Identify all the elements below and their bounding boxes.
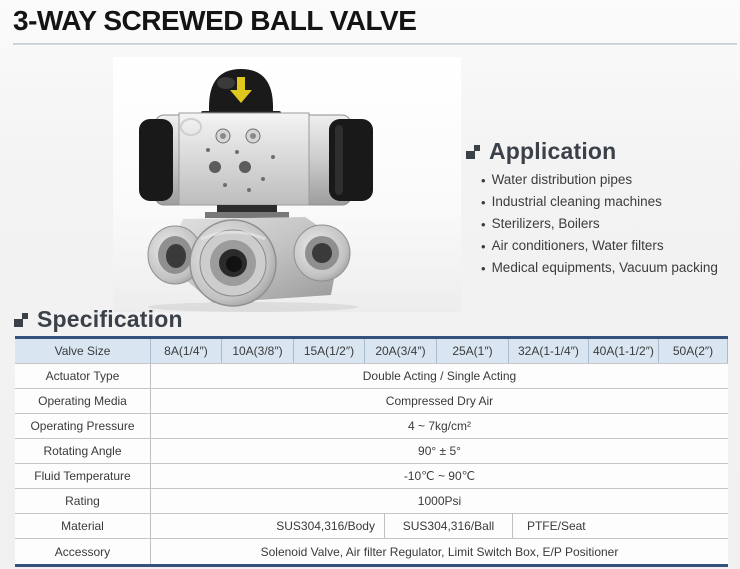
bullet-icon: • — [481, 195, 486, 210]
bullet-icon: • — [481, 261, 486, 276]
application-item-label: Air conditioners, Water filters — [491, 238, 664, 253]
table-row-accessory — [15, 539, 728, 564]
table-header-row — [15, 339, 728, 364]
header-valve-size: Valve Size — [15, 339, 151, 363]
table-row — [15, 414, 728, 439]
table-row-material — [15, 514, 728, 539]
squares-icon — [466, 145, 480, 159]
list-item — [481, 260, 718, 282]
header-size-10a: 10A(3/8″) — [222, 339, 294, 363]
application-heading-label: Application — [489, 138, 617, 164]
material-ball-cell: SUS304,316/Ball — [385, 514, 513, 538]
header-size-8a: 8A(1/4″) — [151, 339, 222, 363]
row-value: Solenoid Valve, Air filter Regulator, Limit Switch Box, E/P Positioner — [260, 544, 619, 559]
table-row — [15, 439, 728, 464]
row-value: 4 ~ 7kg/cm² — [407, 419, 471, 433]
valve-actuator-illustration — [113, 57, 461, 312]
table-row — [15, 389, 728, 414]
specification-table — [15, 336, 728, 567]
row-value: 1000Psi — [417, 494, 462, 508]
page-title: 3-WAY SCREWED BALL VALVE — [13, 5, 417, 36]
row-value: -10℃ ~ 90℃ — [403, 469, 476, 483]
header-size-50a: 50A(2″) — [659, 339, 728, 363]
specification-heading — [14, 306, 183, 333]
header-size-15a: 15A(1/2″) — [294, 339, 365, 363]
list-item — [481, 216, 718, 238]
row-label: Actuator Type — [15, 364, 151, 388]
application-list — [481, 172, 718, 282]
table-row — [15, 464, 728, 489]
material-body-cell: SUS304,316/Body — [151, 514, 385, 538]
row-value: 90° ± 5° — [418, 444, 461, 458]
header-size-32a: 32A(1-1/4″) — [509, 339, 589, 363]
row-label: Fluid Temperature — [15, 464, 151, 488]
application-item-label: Water distribution pipes — [491, 172, 633, 187]
bullet-icon: • — [481, 239, 486, 254]
row-label: Material — [15, 514, 151, 538]
valve-body — [148, 217, 350, 306]
actuator-face-plate — [179, 113, 309, 205]
header-size-40a: 40A(1-1/2″) — [589, 339, 659, 363]
table-row — [15, 364, 728, 389]
header-size-25a: 25A(1″) — [437, 339, 509, 363]
row-value: Double Acting / Single Acting — [362, 369, 517, 383]
header-size-20a: 20A(3/4″) — [365, 339, 437, 363]
squares-icon — [14, 313, 28, 327]
row-value: Compressed Dry Air — [385, 394, 494, 408]
actuator-left-cap — [139, 119, 173, 201]
row-label: Rotating Angle — [15, 439, 151, 463]
list-item — [481, 172, 718, 194]
application-item-label: Medical equipments, Vacuum packing — [491, 260, 718, 275]
list-item — [481, 238, 718, 260]
table-row — [15, 489, 728, 514]
row-label: Operating Media — [15, 389, 151, 413]
row-label: Rating — [15, 489, 151, 513]
application-item-label: Industrial cleaning machines — [491, 194, 662, 209]
row-label: Accessory — [15, 539, 151, 564]
list-item — [481, 194, 718, 216]
row-label: Operating Pressure — [15, 414, 151, 438]
material-seat-cell: PTFE/Seat — [526, 519, 586, 533]
specification-heading-label: Specification — [37, 306, 183, 332]
product-photo — [113, 57, 461, 312]
title-underline — [13, 43, 737, 45]
bullet-icon: • — [481, 217, 486, 232]
application-heading — [466, 138, 616, 165]
application-item-label: Sterilizers, Boilers — [491, 216, 600, 231]
bullet-icon: • — [481, 173, 486, 188]
